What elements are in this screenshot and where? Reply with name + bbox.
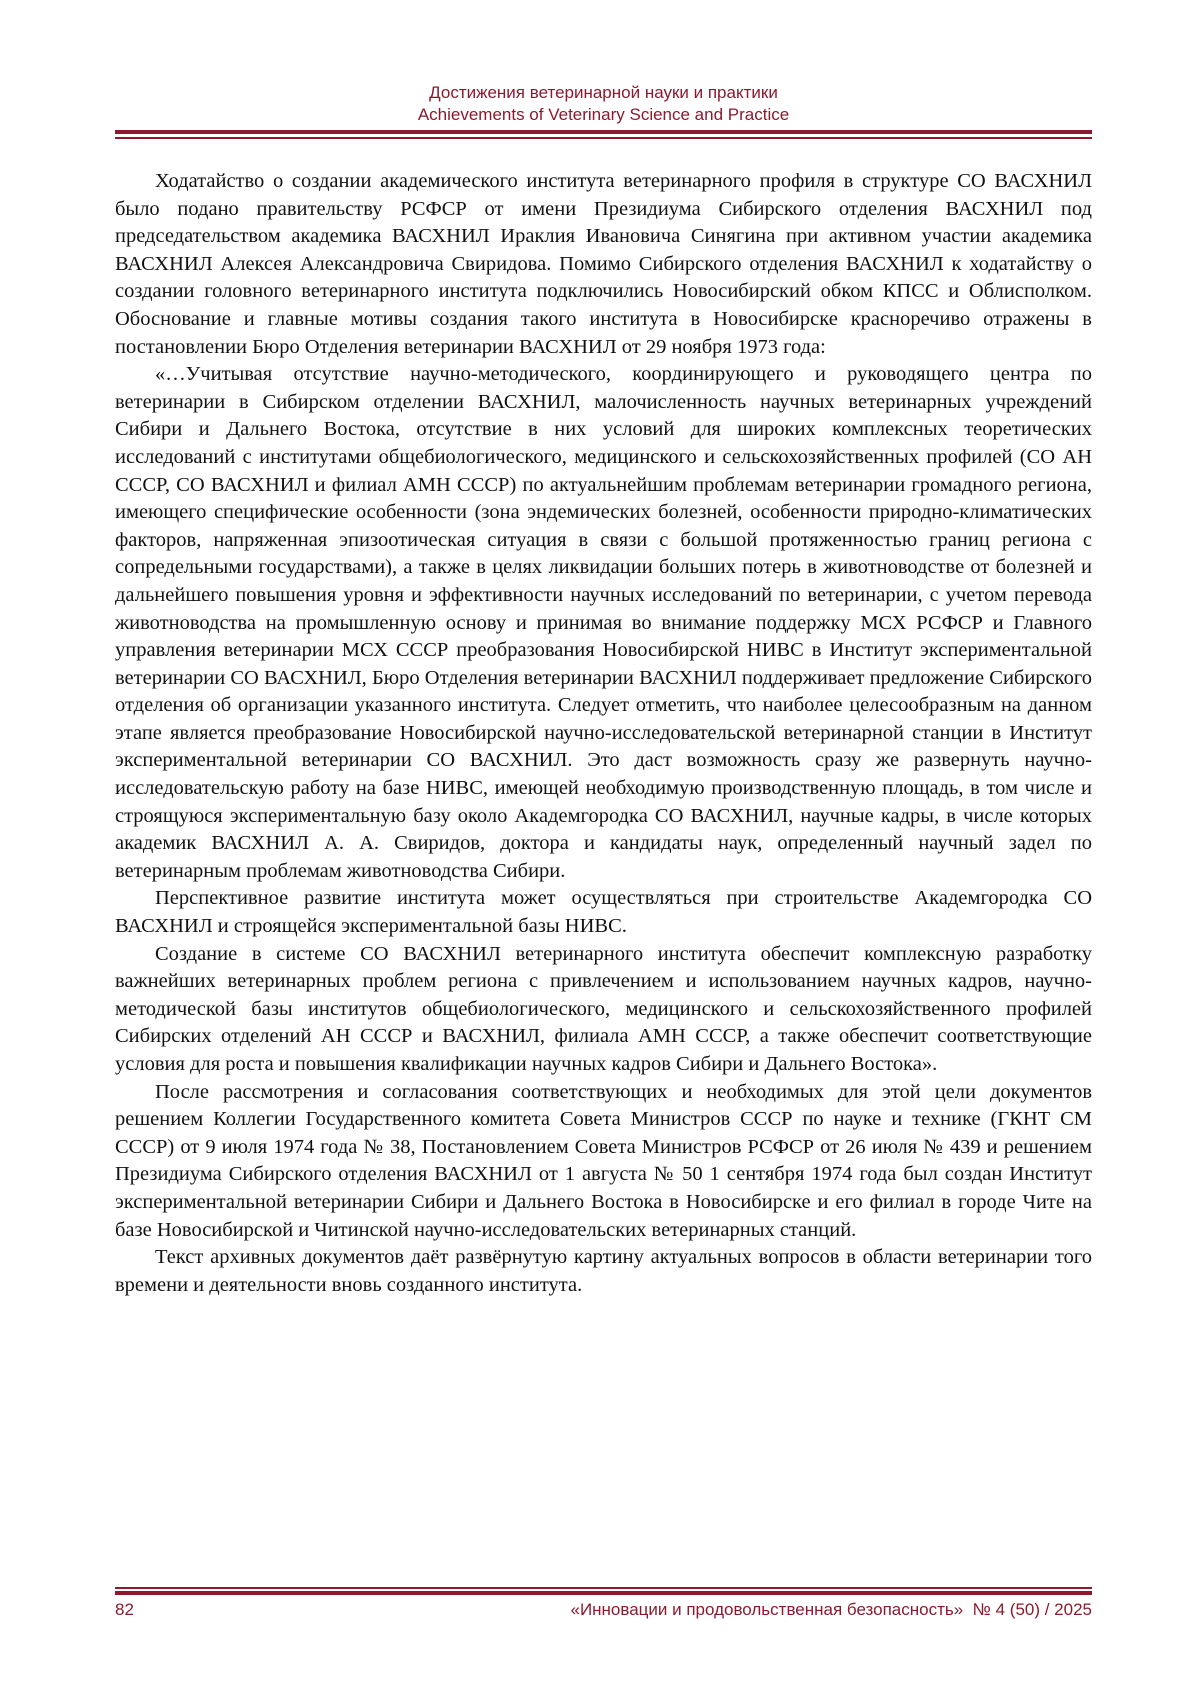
page-number: 82	[115, 1600, 134, 1619]
paragraph: Создание в системе СО ВАСХНИЛ ветеринарного института обеспечит комплексную разработку важнейших ветеринарных проблем региона с привлечением и использованием научных кадров, научно-методической базы институтов общебиологического, медицинского и сельскохозяйственного профилей Сибирских отделений АН СССР и ВАСХНИЛ, филиала АМН СССР, а также обеспечит соответствующие условия для роста и повышения квалификации научных кадров Сибири и Дальнего Востока».	[115, 942, 1092, 1075]
paragraph: Текст архивных документов даёт развёрнутую картину актуальных вопросов в области ветеринарии того времени и деятельности вновь созданного института.	[115, 1246, 1092, 1296]
journal-citation: «Инновации и продовольственная безопасность» № 4 (50) / 2025	[570, 1600, 1092, 1619]
header-rule-thin	[115, 137, 1092, 139]
header-rule-thick	[115, 130, 1092, 134]
footer-rule-thin	[115, 1587, 1092, 1589]
article-body	[115, 168, 1092, 1299]
paragraph: После рассмотрения и согласования соответствующих и необходимых для этой цели документов решением Коллегии Государственного комитета Совета Министров СССР по науке и технике (ГКНТ СМ СССР) от 9 июля 1974 года № 38, Постановлением Совета Министров РСФСР от 26 июля № 439 и решением Президиума Сибирского отделения ВАСХНИЛ от 1 августа № 50 1 сентября 1974 года был создан Институт экспериментальной ветеринарии Сибири и Дальнего Востока в Новосибирске и его филиал в городе Чите на базе Новосибирской и Читинской научно-исследовательских ветеринарных станций.	[115, 1080, 1092, 1241]
footer-rule-thick	[115, 1591, 1092, 1595]
header-title-ru: Достижения ветеринарной науки и практики	[429, 83, 778, 102]
paragraph: Ходатайство о создании академического института ветеринарного профиля в структуре СО ВАСХНИЛ было подано правительству РСФСР от имени Президиума Сибирского отделения ВАСХНИЛ под председательством академика ВАСХНИЛ Ираклия Ивановича Синягина при активном участии академика ВАСХНИЛ Алексея Александровича Свиридова. Помимо Сибирского отделения ВАСХНИЛ к ходатайству о создании головного ветеринарного института подключились Новосибирский обком КПСС и Облисполком. Обоснование и главные мотивы создания такого института в Новосибирске красноречиво отражены в постановлении Бюро Отделения ветеринарии ВАСХНИЛ от 29 ноября 1973 года:	[115, 170, 1092, 358]
header-title-en: Achievements of Veterinary Science and Practice	[417, 105, 790, 124]
paragraph: Перспективное развитие института может осуществляться при строительстве Академгородка СО ВАСХНИЛ и строящейся экспериментальной базы НИВС.	[115, 887, 1092, 938]
paragraph-quote: «…Учитывая отсутствие научно-методического, координирующего и руководящего центра по ветеринарии в Сибирском отделении ВАСХНИЛ, малочисленность научных ветеринарных учреждений Сибири и Дальнего Востока, отсутствие в них условий для широких комплексных теоретических исследований с институтами общебиологического, медицинского и сельскохозяйственных профилей (СО АН СССР, СО ВАСХНИЛ и филиал АМН СССР) по актуальнейшим проблемам ветеринарии громадного региона, имеющего специфические особенности (зона эндемических болезней, особенности природно-климатических факторов, напряженная эпизоотическая ситуация в связи с большой протяженностью границ региона с сопредельными государствами), а также в целях ликвидации больших потерь в животноводстве от болезней и дальнейшего повышения уровня и эффективности научных исследований по ветеринарии, с учетом перевода животноводства на промышленную основу и принимая во внимание поддержку МСХ РСФСР и Главного управления ветеринарии МСХ СССР преобразования Новосибирской НИВС в Институт экспериментальной ветеринарии СО ВАСХНИЛ, Бюро Отделения ветеринарии ВАСХНИЛ поддерживает предложение Сибирского отделения об организации указанного института. Следует отметить, что наиболее целесообразным на данном этапе является преобразование Новосибирской научно-исследовательской ветеринарной станции в Институт экспериментальной ветеринарии СО ВАСХНИЛ. Это даст возможность сразу же развернуть научно-исследовательскую работу на базе НИВС, имеющей необходимую производственную площадь, в том числе и строящуюся экспериментальную базу около Академгородка СО ВАСХНИЛ, научные кадры, в числе которых академик ВАСХНИЛ А. А. Свиридов, доктора и кандидаты наук, определенный научный задел по ветеринарным проблемам животноводства Сибири.	[115, 363, 1092, 882]
running-header	[115, 82, 1092, 126]
running-footer	[115, 1600, 1092, 1620]
